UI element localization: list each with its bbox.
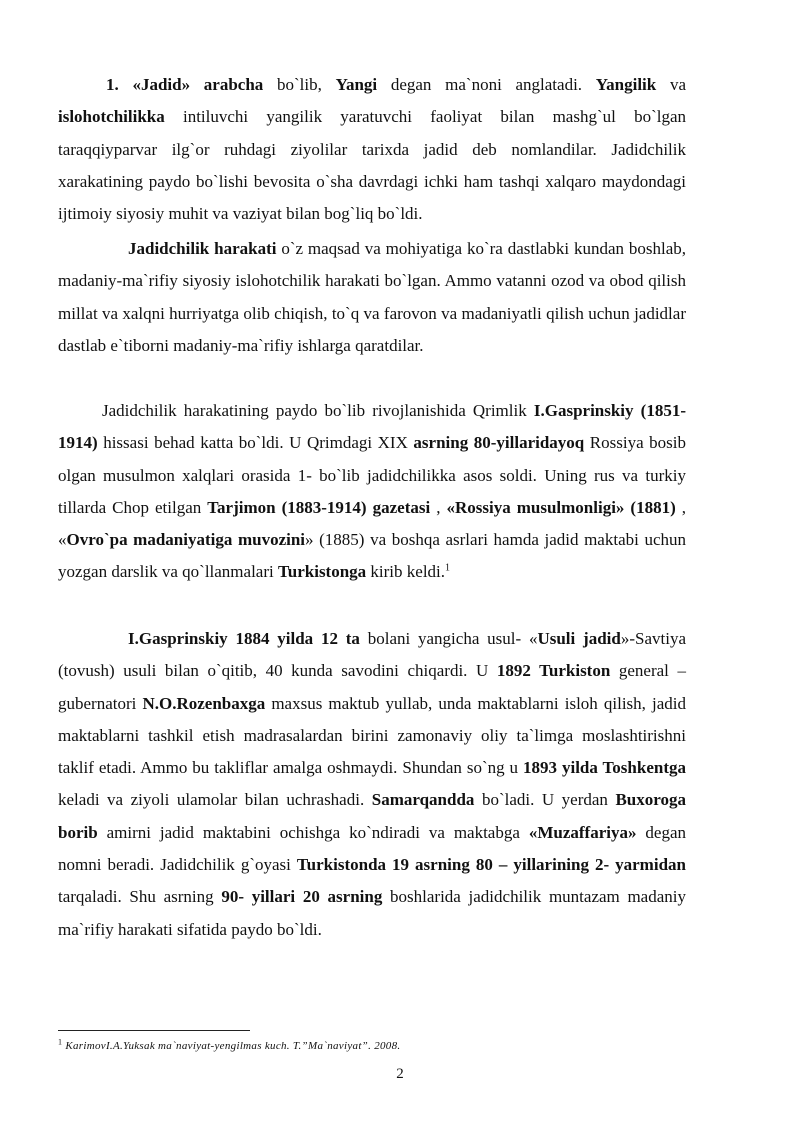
footnote-marker: 1	[58, 1037, 63, 1047]
bold-text: islohotchilikka	[58, 107, 165, 127]
page-number: 2	[396, 1066, 404, 1082]
bold-text: I.Gasprinskiy 1884 yilda 12 ta	[128, 629, 360, 648]
text-run: degan nomni beradi. Jadidchilik g`oyasi	[58, 822, 686, 875]
footnote-separator	[58, 1030, 250, 1031]
bold-text: N.O.Rozenbaxga	[142, 693, 266, 713]
bold-text: Ovro`pa madaniyatiga muvozini	[66, 530, 306, 550]
text-run: , «	[58, 497, 687, 550]
text-run: bo`ladi. U yerdan	[474, 790, 616, 810]
bold-text: 1893 yilda Toshkentga	[523, 758, 686, 778]
text-run: boshlarida jadidchilik muntazam madaniy ma`rifiy harakati sifatida paydo bo`ldi.	[58, 887, 686, 939]
text-run: amirni jadid maktabini ochishga ko`ndiradi va maktabga	[97, 822, 529, 842]
text-run: » (1885) va boshqa asrlari hamda jadid maktabi uchun yozgan darslik va qo`llanmalari	[58, 530, 686, 582]
footnote	[58, 1037, 401, 1052]
text-run: »-Savtiya (tovush) usuli bilan o`qitib, 40 kunda savodini chiqardi. U	[58, 629, 686, 681]
paragraph-4	[58, 623, 686, 946]
bold-text: I.Gasprinskiy (1851-1914)	[58, 401, 686, 453]
text-run: o`z maqsad va mohiyatiga ko`ra dastlabki kundan boshlab, madaniy-ma`rifiy siyosiy islohotchilik harakati bo`lgan. Ammo vatanni ozod va obod qilish millat va xalqni hurriyatga olib chiqish, to`q va farovon va madaniyatli qilish uchun jadidlar dastlab e`tiborni madaniy-ma`rifiy ishlarga qaratdilar.	[58, 239, 686, 355]
bold-text: Turkistonga	[277, 562, 367, 582]
text-run: Rossiya bosib olgan musulmon xalqlari orasida 1- bo`lib jadidchilikka asos soldi. Uning rus va turkiy tillarda Chop etilgan	[58, 433, 686, 517]
text-run: Jadidchilik harakatining paydo bo`lib rivojlanishida Qrimlik	[102, 401, 534, 420]
bold-text: Samarqandda	[371, 790, 475, 810]
bold-text: asrning 80-yillaridayoq	[413, 433, 585, 453]
text-run: intiluvchi yangilik yaratuvchi faoliyat bilan mashg`ul bo`lgan taraqqiyparvar ilg`or ruhdagi ziyolilar tarixda jadid deb nomlandilar. Jadidchilik xarakatining paydo bo`lishi bevosita o`sha davrdagi ichki ham tashqi xalqaro maydondagi ijtimoiy siyosiy muhit va vaziyat bilan bog`liq bo`ldi.	[58, 107, 686, 224]
text-run: bolani yangicha usul- «	[359, 629, 538, 648]
footnote-ref: 1	[445, 562, 451, 574]
text-run: kirib keldi.	[366, 562, 446, 582]
text-run: va	[656, 75, 686, 94]
bold-text: Usuli jadid	[537, 629, 621, 648]
text-run: ,	[430, 497, 447, 517]
bold-text: «Rossiya musulmonligi» (1881)	[446, 497, 676, 517]
paragraph-3	[58, 395, 686, 589]
paragraph-2	[58, 233, 686, 362]
text-run: maxsus maktub yullab, unda maktablarni isloh qilish, jadid maktablarni tashkil etish madrasalardan birini zamonaviy oliy ta`limga moslashtirishni taklif etadi. Ammo bu takliflar amalga oshmaydi. Shundan so`ng u	[58, 693, 687, 778]
bold-text: 1. «Jadid» arabcha	[106, 75, 264, 94]
text-run: bo`lib,	[263, 75, 336, 94]
bold-text: Yangilik	[595, 75, 657, 94]
bold-text: Yangi	[335, 75, 378, 94]
paragraph-1	[58, 69, 686, 230]
bold-text: Jadidchilik harakati	[128, 239, 277, 258]
bold-text: Turkistonda 19 asrning 80 – yillarining 2- yarmidan	[296, 855, 686, 875]
bold-text: Tarjimon (1883-1914) gazetasi	[207, 497, 431, 517]
text-run: degan ma`noni anglatadi.	[377, 75, 596, 94]
text-run: keladi va ziyoli ulamolar bilan uchrashadi.	[58, 790, 372, 810]
bold-text: «Muzaffariya»	[528, 822, 637, 842]
text-run: general –gubernatori	[58, 661, 686, 713]
bold-text: Buxoroga borib	[58, 790, 686, 842]
text-run: tarqaladi. Shu asrning	[58, 887, 222, 907]
text-run: hissasi behad katta bo`ldi. U Qrimdagi XIX	[97, 433, 414, 453]
bold-text: 1892 Turkiston	[496, 661, 611, 681]
bold-text: 90- yillari 20 asrning	[221, 887, 383, 907]
footnote-text: KarimovI.A.Yuksak ma`naviyat-yengilmas kuch. T.”Ma`naviyat”. 2008.	[62, 1040, 401, 1052]
